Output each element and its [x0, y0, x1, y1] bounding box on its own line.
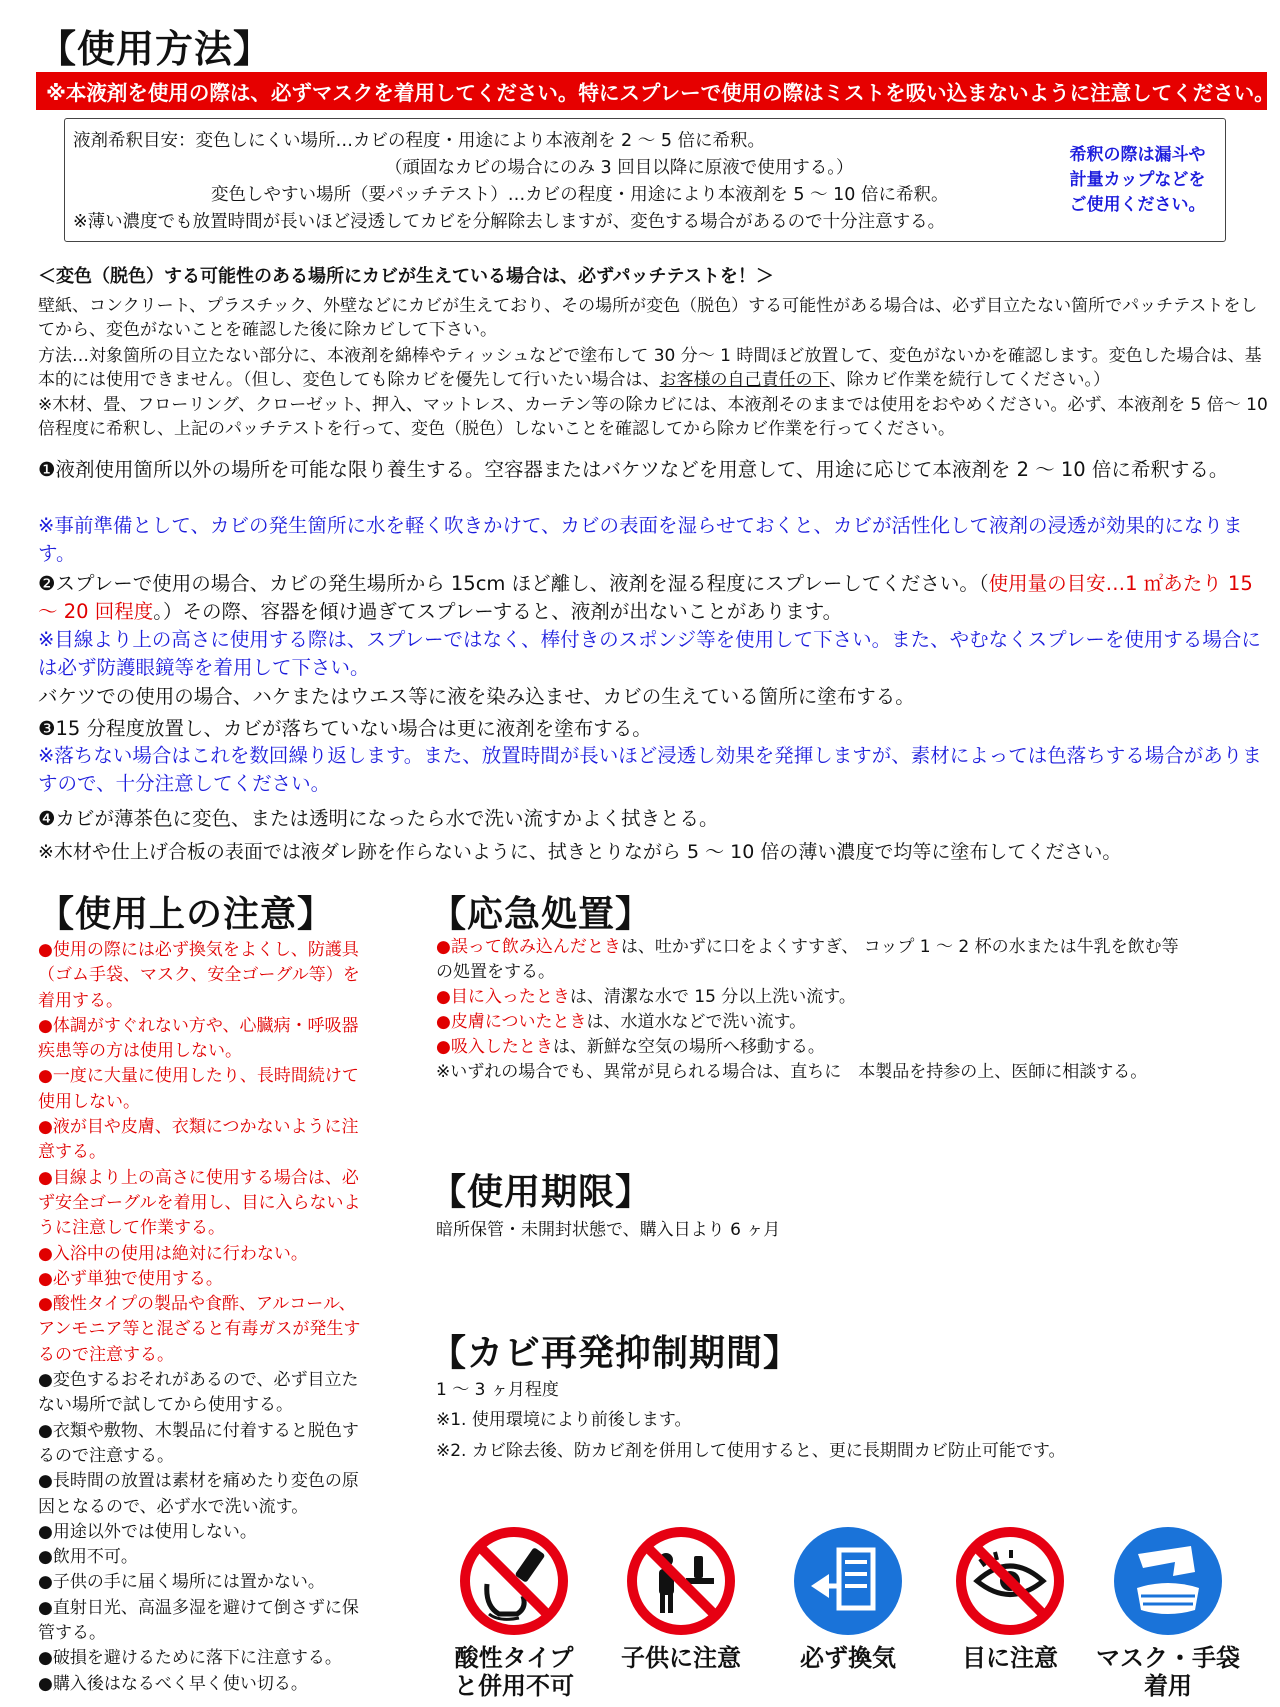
- icon-caption-acid-line-1: 酸性タイプ: [454, 1644, 574, 1672]
- icon-caption-acid: [434, 1644, 594, 1700]
- precaution-line: ●体調がすぐれない方や、心臓病・呼吸器: [38, 1015, 359, 1036]
- inhibit-period: 1 〜 3 ヶ月程度: [436, 1380, 559, 1400]
- patch-para-2-b: 、除カビ作業を続行してください。）: [829, 369, 1111, 390]
- patch-test-para-2: [38, 345, 1270, 392]
- precaution-line: ●使用の際には必ず換気をよくし、防護具: [38, 940, 359, 960]
- dilution-line-4: ※薄い濃度でも放置時間が長いほど浸透してカビを分解除去しますが、変色する場合があるので十分注意する。: [73, 212, 946, 232]
- icon-caption-eye: 目に注意: [962, 1644, 1058, 1672]
- expiry-text: 暗所保管・未開封状態で、購入日より 6 ヶ月: [436, 1220, 781, 1240]
- first-aid-eyes: [436, 985, 1276, 1010]
- precaution-line: るので注意する。: [38, 1344, 174, 1365]
- first-aid-eyes-text: は、清潔な水で 15 分以上洗い流す。: [569, 987, 856, 1007]
- precaution-line: ●酸性タイプの製品や食酢、アルコール、: [38, 1294, 356, 1315]
- precaution-line: ●飲用不可。: [38, 1547, 138, 1568]
- icon-caption-children: 子供に注意: [621, 1644, 741, 1672]
- precautions-list: [38, 938, 408, 1697]
- first-aid-title: 【応急処置】: [430, 894, 653, 935]
- usage-title: 【使用方法】: [38, 27, 273, 71]
- step-2-a: ❷スプレーで使用の場合、カビの発生場所から 15cm ほど離し、液剤を湿る程度にスプレーしてください。（: [38, 572, 989, 595]
- dilution-note-line-3: ご使用ください。: [1069, 195, 1206, 215]
- mask-warning-banner: ※本液剤を使用の際は、必ずマスクを着用してください。特にスプレーで使用の際はミストを吸い込まないように注意してください。: [36, 72, 1267, 110]
- dilution-box: [64, 118, 1226, 242]
- step-2: [38, 570, 1270, 626]
- self-responsibility-text: お客様の自己責任の下: [659, 369, 830, 390]
- dilution-note-line-1: 希釈の際は漏斗や: [1069, 145, 1206, 165]
- first-aid-swallow-label: ●誤って飲み込んだとき: [436, 937, 621, 957]
- mask-gloves-icon: [1113, 1526, 1223, 1636]
- step-4-note: ※木材や仕上げ合板の表面では液ダレ跡を作らないように、拭きとりながら 5 〜 10 倍の薄い濃度で均等に塗布してください。: [38, 841, 1122, 863]
- keep-from-children-icon: [626, 1526, 736, 1636]
- dilution-line-1: 液剤希釈目安：変色しにくい場所…カビの程度・用途により本液剤を 2 〜 5 倍に希釈。: [73, 131, 766, 151]
- precaution-line: ●用途以外では使用しない。: [38, 1521, 257, 1542]
- precaution-line: （ゴム手袋、マスク、安全ゴーグル等）を: [38, 965, 360, 986]
- step-3-note: ※落ちない場合はこれを数回繰り返します。また、放置時間が長いほど浸透し効果を発揮しますが、素材によっては色落ちする場合がありますので、十分注意してください。: [38, 744, 1262, 795]
- dilution-note-line-2: 計量カップなどを: [1069, 170, 1206, 190]
- precaution-line: 意する。: [38, 1142, 106, 1163]
- precaution-line: ●衣類や敷物、木製品に付着すると脱色す: [38, 1420, 359, 1441]
- step-1: ❶液剤使用箇所以外の場所を可能な限り養生する。空容器またはバケツなどを用意して、用途に応じて本液剤を 2 〜 10 倍に希釈する。: [38, 458, 1229, 481]
- step-2-note: ※目線より上の高さに使用する際は、スプレーではなく、棒付きのスポンジ等を使用して下さい。また、やむなくスプレーを使用する場合には必ず防護眼鏡等を着用して下さい。: [38, 628, 1261, 679]
- precaution-line: 疾患等の方は使用しない。: [38, 1041, 242, 1062]
- patch-test-heading: ＜変色（脱色）する可能性のある場所にカビが生えている場合は、必ずパッチテストを！＞: [38, 266, 774, 287]
- dilution-line-3: 変色しやすい場所（要パッチテスト）…カビの程度・用途により本液剤を 5 〜 10 倍に希釈。: [211, 185, 949, 205]
- expiry-title: 【使用期限】: [430, 1172, 653, 1213]
- icon-caption-mask: [1082, 1644, 1254, 1700]
- precaution-line: アンモニア等と混ざると有毒ガスが発生す: [38, 1319, 361, 1340]
- first-aid-list: [436, 935, 1276, 1085]
- precaution-line: ●液が目や皮膚、衣類につかないように注: [38, 1117, 359, 1138]
- patch-test-para-3: ※木材、畳、フローリング、クローゼット、押入、マットレス、カーテン等の除カビには、本液剤そのままでは使用をおやめください。必ず、本液剤を 5 倍〜 10 倍程度に希釈し、上記のパッチテストを行って、変色（脱色）しないことを確認してから除カビ作業を行ってください。: [38, 395, 1268, 439]
- precaution-line: ない場所で試してから使用する。: [38, 1395, 293, 1416]
- precaution-line: ず安全ゴーグルを着用し、目に入らないよ: [38, 1192, 361, 1213]
- precaution-line: ●直射日光、高温多湿を避けて倒さずに保: [38, 1597, 359, 1618]
- step-3: ❸15 分程度放置し、カビが落ちていない場合は更に液剤を塗布する。: [38, 717, 652, 740]
- precaution-line: ●購入後はなるべく早く使い切る。: [38, 1673, 308, 1694]
- precaution-line: 使用しない。: [38, 1091, 140, 1112]
- precaution-line: るので注意する。: [38, 1445, 174, 1466]
- precaution-line: ●子供の手に届く場所には置かない。: [38, 1572, 325, 1593]
- first-aid-doctor-note: ※いずれの場合でも、異常が見られる場合は、直ちに 本製品を持参の上、医師に相談する。: [436, 1062, 1148, 1082]
- ventilation-icon: [793, 1526, 903, 1636]
- patch-para-2-a: 方法…対象箇所の目立たない部分に、本液剤を綿棒やティッシュなどで塗布して 30 分〜 1 時間ほど放置して、変色がないかを確認します。変色した場合は、基本的には使用できません。（但し、変色しても除カビを優先して行いたい場合は、: [38, 346, 1262, 390]
- precautions-title: 【使用上の注意】: [38, 894, 335, 935]
- first-aid-swallow-cont: の処置をする。: [436, 962, 555, 982]
- first-aid-swallow: [436, 935, 1276, 960]
- precaution-line: ●変色するおそれがあるので、必ず目立た: [38, 1370, 359, 1391]
- first-aid-swallow-text: は、吐かずに口をよくすすぎ、 コップ 1 〜 2 杯の水または牛乳を飲む等: [620, 937, 1179, 957]
- dilution-line-2: （頑固なカビの場合にのみ 3 回目以降に原液で使用する。）: [385, 158, 854, 178]
- spray-amount-guide: 使用量の目安…1 ㎡あたり 15 〜 20 回程度: [38, 572, 1253, 623]
- icon-caption-acid-line-2: と併用不可: [454, 1672, 574, 1700]
- patch-test-para-1: 壁紙、コンクリート、プラスチック、外壁などにカビが生えており、その場所が変色（脱色）する可能性がある場合は、必ず目立たない箇所でパッチテストをしてから、変色がないことを確認した後に除カビして下さい。: [38, 296, 1258, 340]
- first-aid-inhale: [436, 1035, 1276, 1060]
- precaution-line: ●必ず単独で使用する。: [38, 1268, 223, 1289]
- inhibit-note-1: ※1. 使用環境により前後します。: [436, 1410, 692, 1430]
- precaution-line: 因となるので、必ず水で洗い流す。: [38, 1496, 309, 1517]
- no-acid-mix-icon: [459, 1526, 569, 1636]
- step-2-b: 。）その際、容器を傾け過ぎてスプレーすると、液剤が出ないことがあります。: [153, 600, 843, 623]
- step-2-bucket: バケツでの使用の場合、ハケまたはウエス等に液を染み込ませ、カビの生えている箇所に塗布する。: [38, 685, 915, 708]
- icon-caption-mask-line-1: マスク・手袋: [1096, 1644, 1240, 1672]
- precaution-line: 着用する。: [38, 990, 123, 1011]
- precaution-line: ●破損を避けるために落下に注意する。: [38, 1648, 342, 1669]
- precaution-line: ●一度に大量に使用したり、長時間続けて: [38, 1066, 359, 1087]
- dilution-note: [1055, 143, 1220, 218]
- icon-caption-ventilation: 必ず換気: [800, 1644, 896, 1672]
- inhibit-title: 【カビ再発抑制期間】: [430, 1333, 801, 1374]
- icon-caption-mask-line-2: 着用: [1144, 1672, 1192, 1700]
- first-aid-skin-label: ●皮膚についたとき: [436, 1012, 587, 1032]
- first-aid-inhale-text: は、新鮮な空気の場所へ移動する。: [552, 1037, 825, 1057]
- inhibit-note-2: ※2. カビ除去後、防カビ剤を併用して使用すると、更に長期間カビ防止可能です。: [436, 1441, 1066, 1461]
- precaution-line: うに注意して作業する。: [38, 1218, 225, 1239]
- first-aid-inhale-label: ●吸入したとき: [436, 1037, 553, 1057]
- step-1-note: ※事前準備として、カビの発生箇所に水を軽く吹きかけて、カビの表面を湿らせておくと、カビが活性化して液剤の浸透が効果的になります。: [38, 514, 1243, 565]
- step-4: ❹カビが薄茶色に変色、または透明になったら水で洗い流すかよく拭きとる。: [38, 807, 719, 830]
- first-aid-skin-text: は、水道水などで洗い流す。: [586, 1012, 807, 1032]
- precaution-line: ●長時間の放置は素材を痛めたり変色の原: [38, 1471, 359, 1492]
- precaution-line: ●入浴中の使用は絶対に行わない。: [38, 1243, 308, 1264]
- first-aid-skin: [436, 1010, 1276, 1035]
- precaution-line: ●目線より上の高さに使用する場合は、必: [38, 1167, 359, 1188]
- eye-caution-icon: [955, 1526, 1065, 1636]
- first-aid-eyes-label: ●目に入ったとき: [436, 987, 570, 1007]
- precaution-line: 管する。: [38, 1623, 106, 1644]
